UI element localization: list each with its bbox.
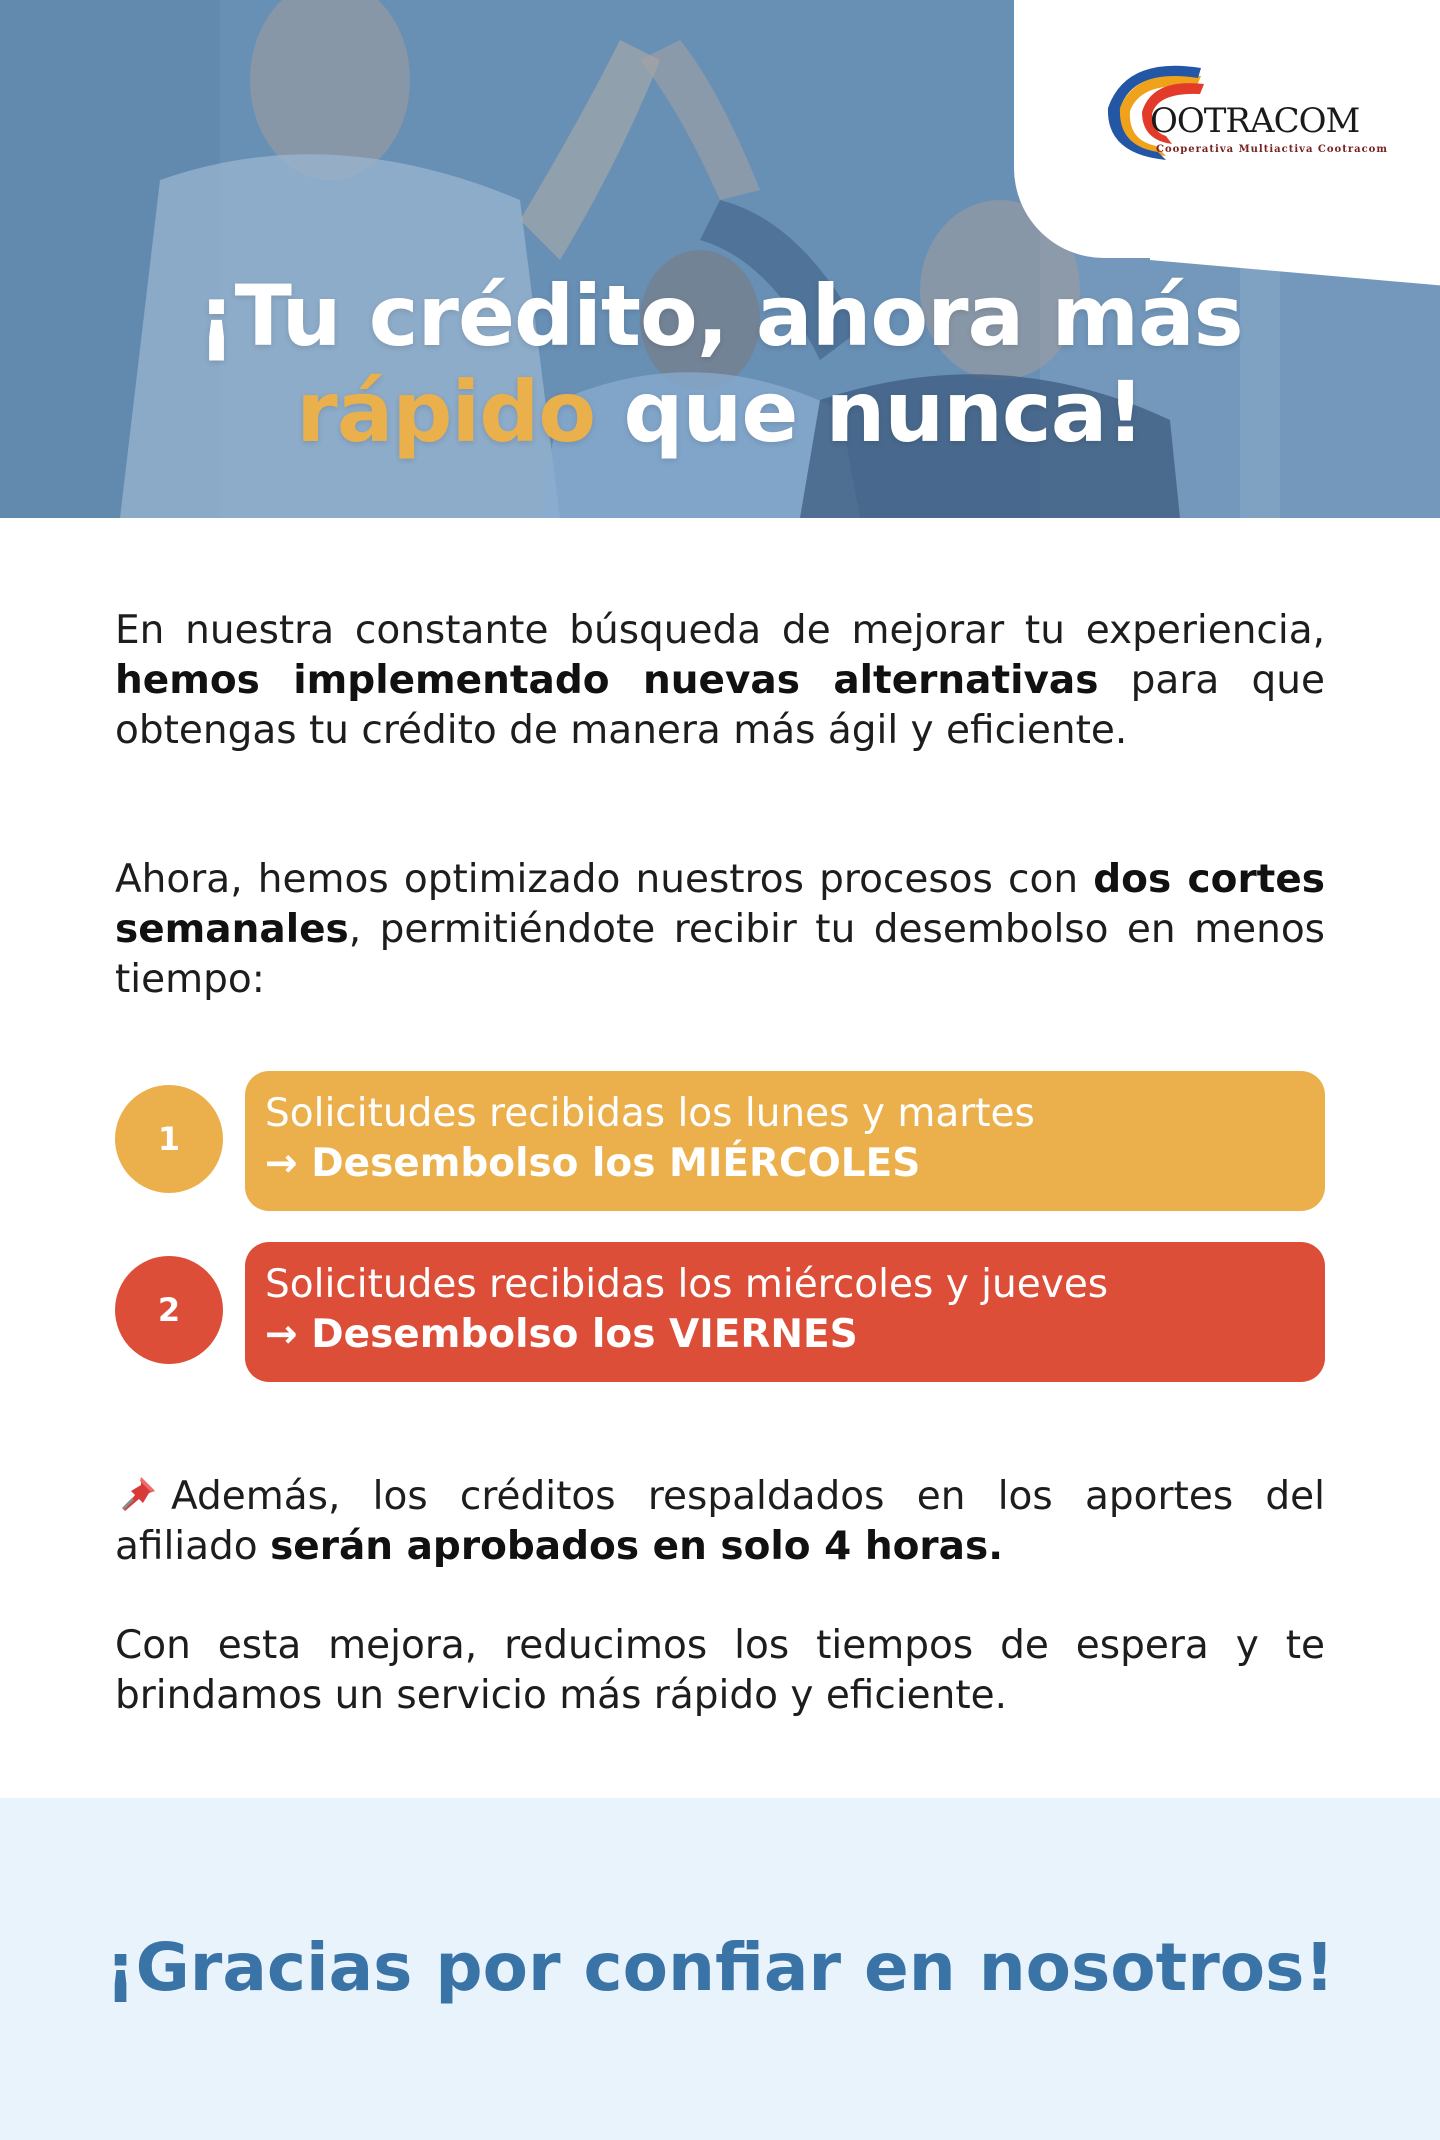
hero-banner (0, 0, 1440, 518)
arrow-right-icon: → (265, 1312, 312, 1357)
logo-tagline: Cooperativa Multiactiva Cootracom (1156, 144, 1388, 155)
closing-paragraph: Con esta mejora, reducimos los tiempos de espera y te brindamos un servicio más rápido y eficiente. (115, 1623, 1325, 1718)
step-2-card (245, 1242, 1325, 1382)
step-1-disbursement (265, 1139, 1305, 1189)
step-2-request-days: Solicitudes recibidas los miércoles y jueves (265, 1262, 1109, 1307)
hero-title-rest: que nunca! (595, 363, 1144, 461)
approval-note-text: Además, los créditos respaldados en los aportes del afiliado (115, 1474, 1325, 1569)
hero-title (0, 268, 1440, 460)
arrow-right-icon: → (265, 1141, 312, 1186)
step-1-request-days: Solicitudes recibidas los lunes y martes (265, 1091, 1035, 1136)
optimization-highlight: dos cortes semanales (115, 857, 1325, 952)
step-1-card (245, 1071, 1325, 1211)
hero-title-accent: rápido (296, 363, 596, 461)
step-1-disbursement-day: Desembolso los MIÉRCOLES (311, 1141, 921, 1186)
step-1-number-badge: 1 (115, 1085, 223, 1193)
logo-wordmark: OOTRACOM (1150, 101, 1360, 141)
optimization-text-end: , permitiéndote recibir tu desembolso en menos tiempo: (115, 907, 1325, 1002)
approval-note-paragraph (115, 1472, 1325, 1572)
step-2-disbursement-day: Desembolso los VIERNES (311, 1312, 858, 1357)
intro-text-end: para que obtengas tu crédito de manera más ágil y eficiente. (115, 658, 1325, 753)
hero-title-line1: ¡Tu crédito, ahora más (197, 267, 1243, 365)
optimization-paragraph (115, 855, 1325, 1005)
intro-paragraph (115, 606, 1325, 756)
pushpin-icon (115, 1473, 161, 1513)
hero-title-line2 (0, 364, 1440, 460)
intro-text: En nuestra constante búsqueda de mejorar tu experiencia, (115, 608, 1325, 653)
intro-highlight: hemos implementado nuevas alternativas (115, 658, 1099, 703)
thank-you-message: ¡Gracias por confiar en nosotros! (105, 1929, 1335, 2006)
optimization-text: Ahora, hemos optimizado nuestros procesos con (115, 857, 1094, 902)
step-2-disbursement (265, 1310, 1305, 1360)
approval-note-highlight: serán aprobados en solo 4 horas. (270, 1524, 1004, 1569)
step-2-number-badge: 2 (115, 1256, 223, 1364)
